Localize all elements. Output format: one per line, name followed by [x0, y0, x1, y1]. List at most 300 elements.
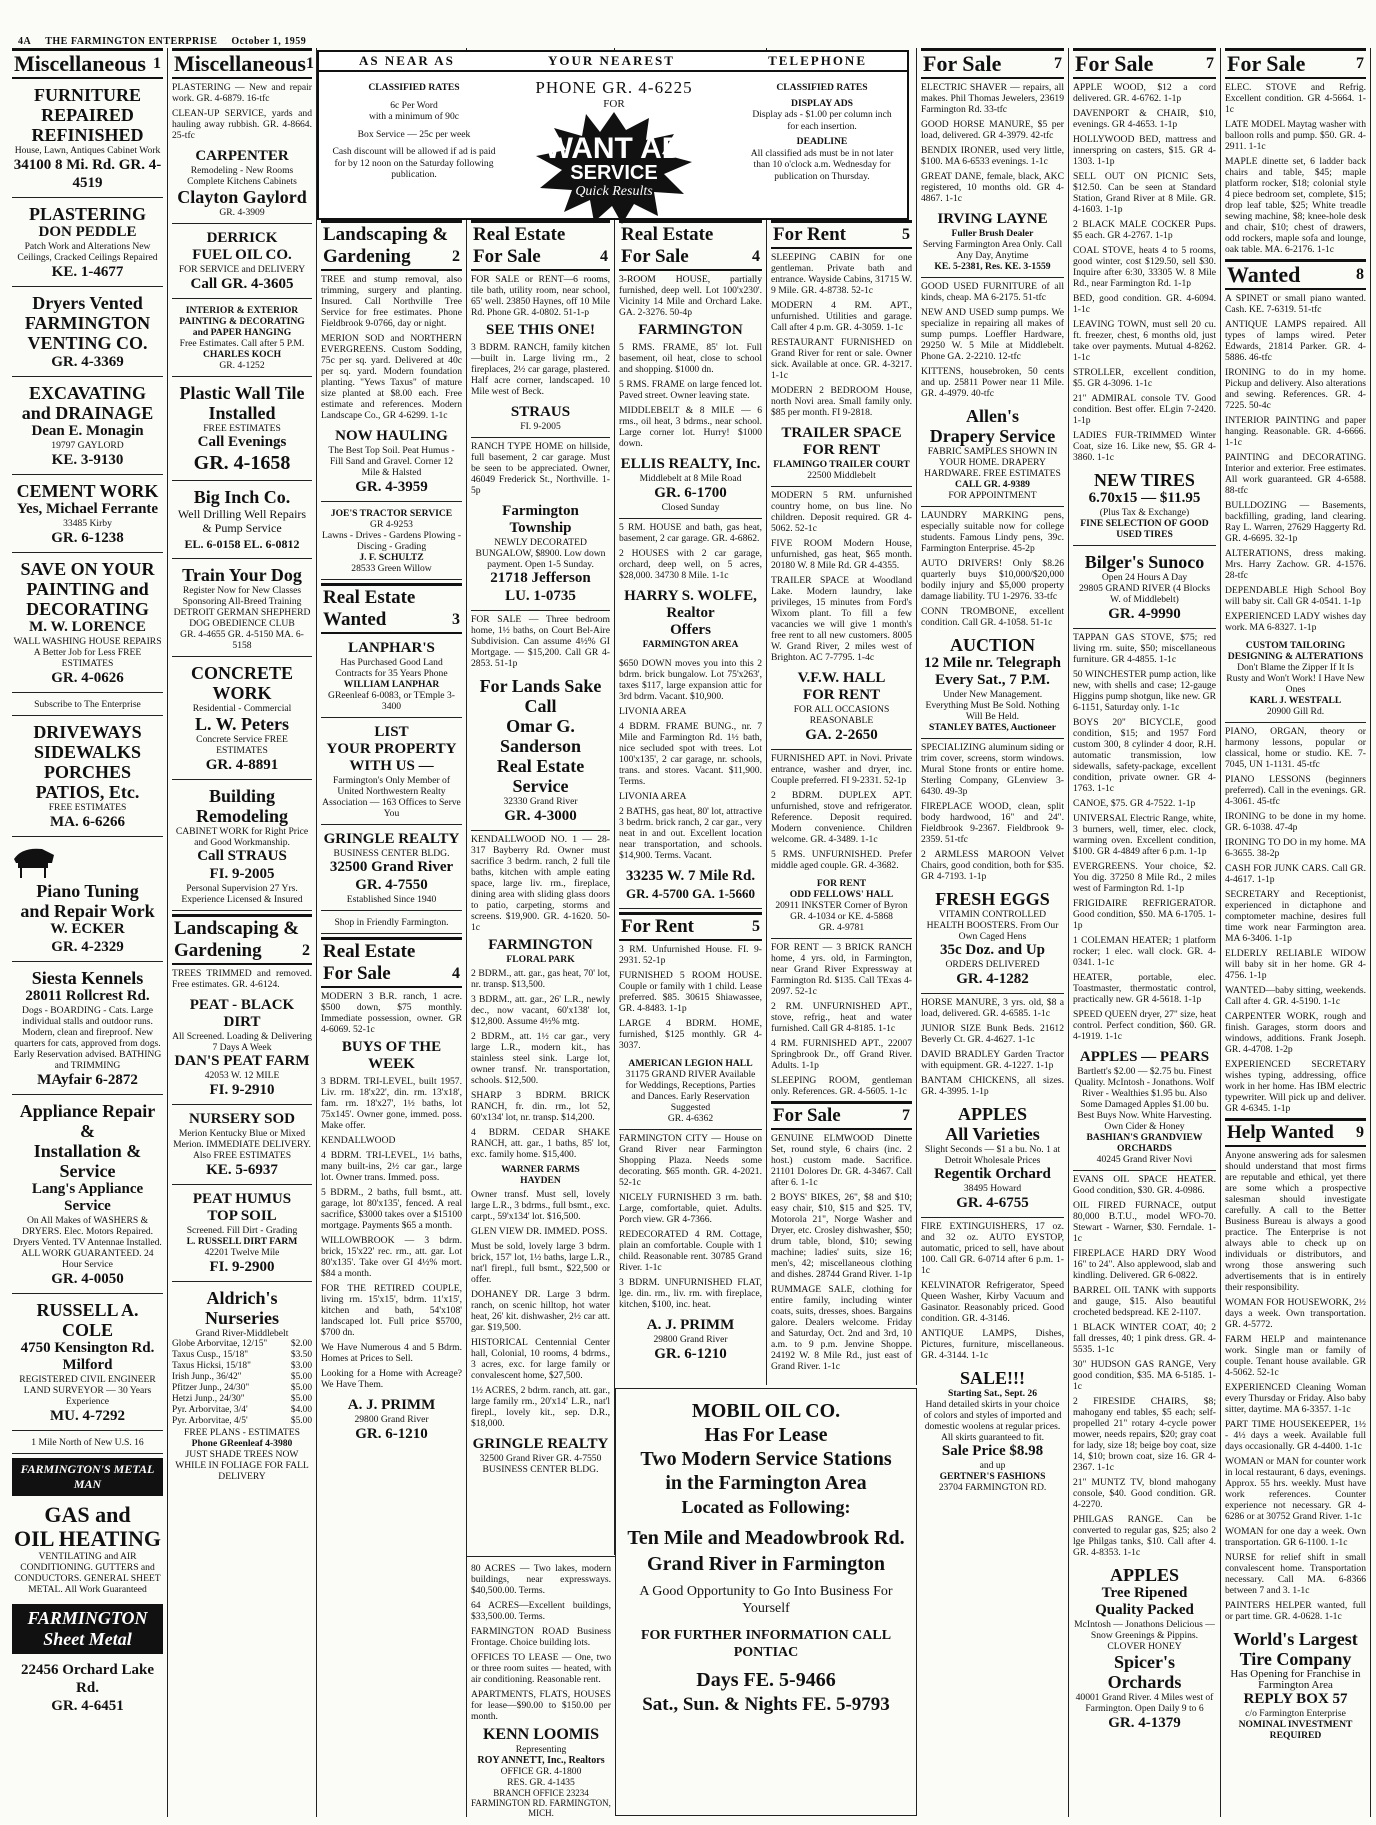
vfw-ad: V.F.W. HALL FOR RENT FOR ALL OCCASIONS REASONABLE GA. 2-2650 [771, 667, 912, 750]
classified-ad: OFFICES TO LEASE — One, two or three room suites — heated, with air conditioning. Reasonable rent. [471, 1652, 611, 1685]
classified-ad: FOR SALE or RENT—6 rooms, tile bath, utility room, near school, 65' well. 23850 Haynes, off 10 Mile Rd. Phone GR. 4-0802. 51-1-p [471, 274, 610, 318]
section-header: Help Wanted 9 [1225, 1118, 1366, 1147]
section-header: Real Estate For Sale 4 [321, 937, 462, 988]
listing-group [471, 968, 610, 1160]
classified-ad: DAVID BRADLEY Garden Tractor with equipment. GR. 4-1227. 1-1p [921, 1049, 1064, 1071]
classified-ad: MIDDLEBELT & 8 MILE — 6 rms., oil heat, 3 bdrms., near school. Large corner lot. Hurry! $1000 down. [619, 405, 762, 449]
price-item: Pyr. Arborvitae, 4/5' [172, 1416, 248, 1426]
ad-t1: FURNITURE REPAIRED [33, 85, 141, 125]
classified-ad: NEW AND USED sump pumps. We specialize in repairing all makes of sump pumps. Loeffler Hardware, 29250 W. 5 Mile at Middlebelt. Phone GA. 2-2210. 12-tfc [921, 307, 1064, 362]
classified-ad: 2 BLACK MALE COCKER Pups. $5 each. GR 4-2767. 1-1p [1073, 219, 1216, 241]
ad-t2: Installation & Service [33, 1141, 142, 1181]
classified-ad: RANCH TYPE HOME on hillside, full basement, 2 car garage. Must be seen to be appreciated. Owner, 46049 Frederick St., Northville. 1-5p [471, 441, 610, 496]
listing-group [471, 1189, 610, 1429]
classified-ad: 2 BDRM., att. gar., gas heat, 70' lot, nr. transp. $13,500. [471, 968, 610, 990]
classified-ad: BANTAM CHICKENS, all sizes. GR. 4-3995. 1-1p [921, 1075, 1064, 1097]
classified-ad: 3 RM. Unfurnished House. FI. 9-2931. 52-1p [619, 944, 762, 966]
price-value: $5.00 [290, 1416, 312, 1426]
gringle-realty-ad: GRINGLE REALTY 32500 Grand River GR. 4-7550 BUSINESS CENTER BLDG. [472, 1436, 609, 1475]
classified-ad: 3 BDRM., att. gar., 26' L.R., newly dec., now vacant, 60'x138' lot, $12,800. Assume 4½% mtg. [471, 994, 610, 1027]
classified-ad: DOHANEY DR. Large 3 bdrm. ranch, on scenic hilltop, hot water heat, 26' kit. dishwasher, 2½ car att. gar. $19,500. [471, 1289, 610, 1333]
legion-ad: AMERICAN LEGION HALL 31175 GRAND RIVER Available for Weddings, Receptions, Parties and Dances. Early Reservation Suggested GR. 4-6362 [619, 1055, 762, 1130]
classified-ad: 2 FIRESIDE CHAIRS, $8; mahogany end tables, $5 each; self-propelled 21" rotary 4-cycle power mower, needs repairs, $20; gray coat for lady, size 18; beige boy coat, size 14, $10; brown coat, size 16. GR 4-2367. 1-1c [1073, 1396, 1216, 1473]
concrete-ad: CONCRETE WORK Residential - Commercial L. W. Peters Concrete Service FREE ESTIMATES GR. 4-8891 [172, 660, 312, 780]
classified-ad: ALTERATIONS, dress making. Mrs. Harry Zachow. GR. 4-1576. 28-tfc [1225, 548, 1366, 581]
ad-t2: SIDEWALKS PORCHES PATIOS, Etc. [33, 742, 142, 802]
price-row [172, 1372, 312, 1383]
classified-ad: FARMINGTON CITY — House on Grand River near Farmington Shopping Plaza. Needs some decorating. $65 month. GR. 4-2021. 52-1c [619, 1133, 762, 1188]
listing-group [771, 753, 912, 871]
classified-ad: 4 RM. FURNISHED APT., 22007 Springbrook Dr., off Grand River. Adults. 1-1p [771, 1038, 912, 1071]
ad-s: WALL WASHING HOUSE REPAIRS A Better Job for Less FREE ESTIMATES [13, 636, 162, 669]
listing-group [619, 1133, 762, 1273]
listing-group [921, 997, 1064, 1097]
big-inch-ad: Big Inch Co. Well Drilling Well Repairs & Pump Service EL. 6-0158 EL. 6-0812 [172, 484, 312, 559]
ad-phone: MAyfair 6-2872 [37, 1072, 138, 1088]
ad-t2: REFINISHED [31, 125, 144, 145]
primm-ad: A. J. PRIMM 29800 Grand River GR. 6-1210 [347, 1397, 436, 1442]
classified-ad: 5 RM. HOUSE and bath, gas heat, basement, 2 car garage. GR. 4-6862. [619, 522, 762, 544]
buys-header: BUYS OF THE WEEK [341, 1039, 442, 1072]
classified-ad: FARMINGTON ROAD Business Frontage. Choice building lots. [471, 1626, 611, 1648]
price-value: $5.00 [290, 1394, 312, 1404]
classified-ad: BOYS 20" BICYCLE, good condition, $15; and 1957 Ford custom 300, 8 cylinder 4 door, R.H. automatic transmission, low sidewalls, safety-package, excellent condition, private owner. GR 4-1763. 1-1c [1073, 717, 1216, 794]
sanderson-ad: For Lands Sake Call Omar G. Sanderson Real Estate Service 32330 Grand River GR. 4-3000 [471, 673, 610, 831]
classified-ad: GLEN VIEW DR. IMMED. POSS. [471, 1226, 608, 1237]
classified-ad: FRIGIDAIRE REFRIGERATOR. Good condition, $50. MA 6-1705. 1-1p [1073, 898, 1216, 931]
classified-ad: COAL STOVE, heats 4 to 5 rooms, good winter, cost $129.50, sell $30. Inquire after 6:30, 33305 W. 8 Mile Rd., near Farmington Rd. 1-1p [1073, 245, 1216, 289]
column-7 [917, 48, 1069, 1817]
sheet-metal-logo: FARMINGTON Sheet Metal [12, 1604, 163, 1654]
ad-s: Dogs - BOARDING - Cats. Large individual stalls and outdoor runs. Modern, clean and fireproof. New quarters for cats, approved from dogs. Early Reservation advised. BATHING and TRIMMING [13, 1005, 162, 1071]
train-dog-ad: Train Your Dog Register Now for New Classes Sponsoring All-Breed Training DETROIT GERMAN SHEPHERD DOG OBEDIENCE CLUB GR. 4-4655 GR. 4-5150 MA. 6-5158 [172, 562, 312, 657]
gringle-ad: GRINGLE REALTY BUSINESS CENTER BLDG. 32500 Grand River GR. 4-7550 Established Since 1940 [321, 828, 462, 911]
display-ad [12, 1434, 163, 1454]
classified-ad: EVANS OIL SPACE HEATER. Good condition, $30. GR. 4-0986. [1073, 1174, 1216, 1196]
classified-ad: EXPERIENCED SECRETARY wishes typing, addressing, office work in her home. Has IBM electric typewriter. Will pick up and deliver. GR 4-6345. 1-1p [1225, 1059, 1366, 1114]
price-item: Pfitzer Junp., 24/30" [172, 1383, 250, 1393]
price-item: Taxus Hicksi, 15/18" [172, 1361, 251, 1371]
farmington-head: FARMINGTON FLORAL PARK [488, 937, 593, 965]
classified-ad: PIANO LESSONS (beginners preferred). Call in the evenings. GR. 4-3061. 45-tfc [1225, 774, 1366, 807]
classified-ad: 5 BDRM., 2 baths, full bsmt., att. garage, lot 80'x135', fenced. A real sacrifice, $3000 takes over a $15100 mortgage. Payments $65 a month. [321, 1187, 462, 1231]
eggs-ad: FRESH EGGS VITAMIN CONTROLLED HEALTH BOOSTERS. From Our Own Caged Hens 35c Doz. and Up ORDERS DELIVERED GR. 4-1282 [921, 886, 1064, 994]
banner-strip: AS NEAR AS YOUR NEAREST TELEPHONE [319, 52, 907, 72]
column-6 [767, 48, 917, 1385]
classified-ad: BULLDOZING — Basements, backfilling, grading, land clearing. Ray L. Warren, 27629 Haggerty Rd. GR. 4-6695. 32-1p [1225, 500, 1366, 544]
price-item: Taxus Cusp., 15/18" [172, 1350, 249, 1360]
classified-ad: BED, good condition. GR. 4-6094. 1-1c [1073, 293, 1216, 315]
price-row [172, 1361, 312, 1372]
price-value: $2.00 [290, 1339, 312, 1349]
ad-t1: Piano Tuning [36, 881, 139, 901]
price-row [172, 1350, 312, 1361]
column-8 [1069, 48, 1221, 1817]
carpenter-ad: CARPENTER Remodeling - New Rooms Complete Kitchens Cabinets Clayton Gaylord GR. 4-3909 [172, 145, 312, 224]
section-header: Miscellaneous 1 [12, 48, 163, 79]
classified-ad: TREES TRIMMED and removed. Free estimates. GR. 4-6124. [172, 968, 312, 990]
classified-ad: 2 ARMLESS MAROON Velvet Chairs, good condition, both for $35. GR 4-7193. 1-1p [921, 849, 1064, 882]
classified-ad: WANTED—baby sitting, weekends. Call after 4. GR. 4-5190. 1-1c [1225, 985, 1366, 1007]
display-ad [12, 1297, 163, 1431]
classified-ad: CANOE, $75. GR 4-7522. 1-1p [1073, 798, 1196, 809]
primm-ad: A. J. PRIMM 29800 Grand River GR. 6-1210 [646, 1317, 735, 1362]
price-value: $3.50 [290, 1350, 312, 1360]
column-9 [1221, 48, 1371, 1817]
classified-ad: APARTMENTS, FLATS, HOUSES for lease—$90.00 to $150.00 per month. [471, 1689, 611, 1722]
classified-ad: MODERN 3 B.R. ranch, 1 acre. $500 down, $75 monthly. Immediate possession, owner. GR 4-6069. 52-1c [321, 991, 462, 1035]
listing-group [921, 281, 1064, 399]
section-header: Real Estate For Sale 4 [619, 220, 762, 271]
classified-ad: ELDERLY RELIABLE WIDOW will baby sit in her home. GR 4-4756. 1-1p [1225, 948, 1366, 981]
starburst-icon: WANT AD SERVICE Quick Results [534, 112, 694, 224]
listing-group [771, 252, 912, 418]
price-value: $4.00 [290, 1405, 312, 1415]
classified-ad: PHILGAS RANGE. Can be converted to regular gas, $25; also 2 lge Philgas tanks, $10. Call after 4. GR. 4-8353. 1-1c [1073, 1514, 1216, 1558]
sale-ad: SALE!!! Starting Sat., Sept. 26 Hand detailed skirts in your choice of colors and styles of imported and domestic woolens at regular prices. All skirts guaranteed to fit. Sale Price $8.98 and up GERTNER'S FASHIONS 23704 FARMINGTON RD. [923, 1368, 1062, 1493]
classified-ad: FOR RENT — 3 BRICK RANCH home, 4 yrs. old, in Farmington, near Grand River Expressway at Farmington Rd. $135. Call TExas 4-2097. 52-1c [771, 942, 912, 997]
shop-note: Shop in Friendly Farmington. [321, 914, 462, 934]
listing-group [921, 510, 1064, 628]
classified-ad: 80 ACRES — Two lakes, modern buildings, near expressways. $40,500.00. Terms. [471, 1563, 611, 1596]
section-header: Real Estate For Sale 4 [471, 220, 610, 271]
classified-ad: UNIVERSAL Electric Range, white, 3 burners, well, timer, elec. clock, warming oven. Excellent condition, $100. GR 4-4849 after 6 p.m. 1-1p [1073, 813, 1216, 857]
list-property-ad: LIST YOUR PROPERTY WITH US — Farmington's Only Member of United Northwestern Realty Association — 163 Offices to Serve You [321, 721, 462, 825]
plastic-tile-ad: Plastic Wall Tile Installed FREE ESTIMATES Call Evenings GR. 4-1658 [172, 380, 312, 481]
classified-ad: SECRETARY and Receptionist, experienced in dictaphone and comptometer machine, desires full time work near Farmington area. MA 6-3406. 1-1p [1225, 889, 1366, 944]
ad-s: Subscribe to The Enterprise [34, 699, 141, 710]
lanphar-ad: LANPHAR'S Has Purchased Good Land Contracts for 35 Years Phone WILLIAM LANPHAR GReenleaf 6-0083, or TEmple 3-3400 [321, 637, 462, 718]
ad-s: On All Makes of WASHERS & DRYERS. Elec. Motors Repaired. Dryers Vented. TV Antennae Installed. ALL WORK GUARANTEED. 24 Hour Service [13, 1215, 162, 1270]
sunoco-ad: Bilger's Sunoco Open 24 Hours A Day 29805 GRAND RIVER (4 Blocks W. of Middlebelt) GR. 4-9990 [1073, 549, 1216, 629]
listing-group [921, 82, 1064, 204]
price-item: Irish Junp., 36/42" [172, 1372, 242, 1382]
classified-ad: HOLLYWOOD BED, mattress and innerspring on casters, $15. GR 4-1303. 1-1p [1073, 134, 1216, 167]
ad-phone: MA. 6-6266 [50, 814, 125, 830]
ad-s: REGISTERED CIVIL ENGINEER LAND SURVEYOR — 30 Years Experience [19, 1374, 156, 1407]
display-ad [12, 556, 163, 693]
derrick-ad: DERRICK FUEL OIL CO. FOR SERVICE and DELIVERY Call GR. 4-3605 [172, 227, 312, 299]
classified-ad: PLASTERING — New and repair work. GR. 4-6879. 16-tfc [172, 82, 312, 104]
classified-ad: HISTORICAL Centennial Center hall, Colonial, 10 rooms, 4 bdrms., 3 acres, exc. for large family or convalescent home, $27,500. [471, 1337, 610, 1381]
want-ad-logo: PHONE GR. 4-6225 FOR WANT AD SERVICE Quick Results [519, 78, 709, 224]
section-header: For Sale 7 [921, 48, 1064, 79]
section-header: Wanted 8 [1225, 259, 1366, 290]
paper-title: THE FARMINGTON ENTERPRISE [45, 36, 218, 47]
price-row [172, 1416, 312, 1427]
classified-ad: 5 RMS. UNFURNISHED. Prefer middle aged couple. GR. 4-3682. [771, 849, 912, 871]
sheet-metal-address: 22456 Orchard Lake Rd. GR. 4-6451 [20, 1662, 155, 1714]
wolfe-address: 33235 W. 7 Mile Rd. GR. 4-5700 GA. 1-5660 [619, 865, 762, 909]
display-ad [12, 840, 163, 962]
display-ad [12, 82, 163, 198]
tailoring-ad: CUSTOM TAILORING DESIGNING & ALTERATIONS Don't Blame the Zipper If It Is Rusty and Won't Work! I Have New Ones KARL J. WESTFALL 20900 Gill Rd. [1225, 637, 1366, 723]
classified-ad: BENDIX IRONER, used very little, $100. MA 6-6533 evenings. 1-1c [921, 145, 1064, 167]
classified-ad: LIVONIA AREA [619, 791, 687, 802]
classified-ad: 4 BDRM. TRI-LEVEL, 1½ baths, many built-ins, 2½ car gar., large lot. Owner trans. Immed. poss. [321, 1150, 462, 1183]
ad-phone: KE. 3-9130 [51, 452, 124, 468]
classified-ad: IRONING TO DO in my home. MA 6-3655. 38-2p [1225, 837, 1366, 859]
listing-group [1225, 1150, 1366, 1622]
classified-ad: DAVENPORT & CHAIR, $10, evenings. GR 4-4653. 1-1p [1073, 108, 1216, 130]
classified-ad: FIVE ROOM Modern House, unfurnished, gas heat, $65 month. 20180 W. 8 Mile Rd. GR 4-4355. [771, 538, 912, 571]
classified-ad: 2 BDRM. DUPLEX APT. unfurnished, stove and refrigerator. Reference. Deposit required. Modern convenience. Children welcome. GR. 4-3489. 1-1c [771, 790, 912, 845]
interior-ad: INTERIOR & EXTERIOR PAINTING & DECORATING and PAPER HANGING Free Estimates. Call after 5 P.M. CHARLES KOCH GR. 4-1252 [172, 302, 312, 377]
listing-group [1225, 726, 1366, 1114]
classified-ad: LIVONIA AREA [619, 706, 687, 717]
issue-date: October 1, 1959 [231, 36, 307, 47]
classified-ad: FOR SALE — Three bedroom home, 1½ baths, on Court Bel-Aire Subdivision. Can assume 4½% GI Mortgage. — $15,200. Call GR 4-2853. 51-1p [471, 614, 610, 669]
listing-group [771, 490, 912, 663]
price-value: $5.00 [290, 1372, 312, 1382]
ad-name: Lang's Appliance Service [31, 1181, 144, 1214]
classified-ad: AUTO DRIVERS! Only $8.26 quarterly buys $10,000/$20,000 bodily injury and $5,000 property damage liability. TU 1-2976. 33-tfc [921, 558, 1064, 602]
classified-ad: SLEEPING ROOM, gentleman only. References. GR. 4-5605. 1-1c [771, 1075, 912, 1097]
listing-group [1225, 82, 1366, 255]
metal-man-banner: FARMINGTON'S METAL MAN [12, 1458, 163, 1496]
section-header: For Sale 7 [1073, 48, 1216, 79]
classified-ad: 64 ACRES—Excellent buildings, $33,500.00. Terms. [471, 1600, 611, 1622]
hauling-ad: NOW HAULING The Best Top Soil. Peat Humus - Fill Sand and Gravel. Corner 12 Mile & Halsted GR. 4-3959 [321, 425, 462, 502]
classified-ad: MODERN 4 RM. APT., unfurnished. Utilities and garage. Call after 4 p.m. GR. 4-3059. 1-1c [771, 300, 912, 333]
ad-s: 1 Mile North of New U.S. 16 [31, 1437, 144, 1448]
classified-ad: FIREPLACE WOOD, clean, split body hardwood, 16" and 24". Fieldbrook 9-2367. Fieldbrook 9-2359. 51-tfc [921, 801, 1064, 845]
section-header: For Sale 7 [1225, 48, 1366, 79]
classified-ad: A SPINET or small piano wanted. Cash. KE. 7-6319. 51-tfc [1225, 293, 1366, 315]
section-header: Landscaping & Gardening 2 [321, 220, 462, 271]
classified-ad: LEAVING TOWN, must sell 20 cu. ft. freezer, chest, 6 months old, just take over payments. Mutual 4-8262. 1-1c [1073, 319, 1216, 363]
classified-ad: MAPLE dinette set, 6 ladder back chairs and table, $45; maple platform rocker, $18; colonial style 4 piece bedroom set, complete, $15; drop leaf table, $25; White treadle sewing machine, $8; knee-hole desk and chair, $10; chest of drawers, odd rockers, maple sofa and lounge, oak table. MA. 6-2176. 1-1c [1225, 156, 1366, 255]
peat-ad: PEAT - BLACK DIRT All Screened. Loading & Delivering 7 Days A Week DAN'S PEAT FARM 42053 W. 12 MILE FI. 9-2910 [172, 994, 312, 1105]
section-header: For Sale 7 [771, 1101, 912, 1130]
classified-ad: INTERIOR PAINTING and paper hanging. Reasonable. GR. 4-6666. 1-1c [1225, 415, 1366, 448]
classified-ad: 3-ROOM HOUSE, partially furnished, deep well. Lot 100'x230'. Vicinity 14 Mile and Orchard Lake. GA. 2-3276. 50-4p [619, 274, 762, 318]
classified-ad: KENDALLWOOD [321, 1135, 396, 1146]
aldrich-ad: Aldrich's Nurseries Grand River-Middlebelt Globe Arborvitae, 12/15" $2.00 Taxus Cusp., 15/18" $3.50 Taxus Hicksi, 15/18" $3.00 Irish Junp., 36/42" $5.00 Pfitzer Junp., 24/30" $5.00 Hetzi Junp., 24/30" $5.00 Pyr. Arborvitae, 3/4' $4.00 Pyr. Arborvitae, 4/5' $5.00 FREE PLANS - ESTIMATES Phone GReenleaf 4-3980 JUST SHADE TREES NOW WHILE IN FOLIAGE FOR FALL DELIVERY [172, 1288, 312, 1482]
rates-right: CLASSIFIED RATES DISPLAY ADS Display ads - $1.00 per column inch for each insertion. DEADLINE All classified ads must be in not later than 10 o'clock a.m. Wednesday for publication on Thursday. [750, 82, 894, 182]
ad-t1: EXCAVATING [28, 383, 147, 403]
price-row [172, 1383, 312, 1394]
column-1 [8, 48, 168, 1817]
classified-ad: ANTIQUE LAMPS, Dishes, Pictures, furniture, miscellaneous. GR. 4-3144. 1-1c [921, 1328, 1064, 1361]
odd-fellows-ad: FOR RENT ODD FELLOWS' HALL 20911 INKSTER Corner of Byron GR. 4-1034 or KE. 4-5868 GR. 4-9781 [771, 875, 912, 939]
classified-ad: 3 BDRM. TRI-LEVEL, built 1957. Liv. rm. 18'x22', din. rm. 13'x18', fam. rm. 18'x27', 1½ baths, lot 75x145'. Owner gone, immed. poss. Make offer. [321, 1076, 462, 1131]
classified-ad: LAUNDRY MARKING pens, especially suitable now for college students. Famous Lindy pens, 39c. Farmington Enterprise. 45-2p [921, 510, 1064, 554]
column-3 [317, 48, 467, 1817]
ad-name: Yes, Michael Ferrante [16, 501, 159, 517]
layne-ad: IRVING LAYNE Fuller Brush Dealer Serving Farmington Area Only. Call Any Day, Anytime KE. 5-2381, Res. KE. 3-1559 [921, 208, 1064, 278]
classified-ad: WOMAN FOR HOUSEWORK, 2½ days a week. Own transportation. GR. 4-5772. [1225, 1297, 1366, 1330]
classified-ad: OIL FIRED FURNACE, output 80,000 B.T.U., model WFO-70. Stewart - Warner, $30. Ferndale. 1-1c [1073, 1200, 1216, 1244]
classified-ad: GOOD USED FURNITURE of all kinds, cheap. MA 6-2175. 51-tfc [921, 281, 1064, 303]
classified-ad: 5 RMS. FRAME on large fenced lot. Paved street. Owner leaving state. [619, 379, 762, 401]
spicer-ad: APPLES Tree Ripened Quality Packed McIntosh — Jonathons Delicious — Snow Greenings & Pippins. CLOVER HONEY Spicer's Orchards 40001 Grand River. 4 Miles west of Farmington. Open Daily 9 to 6 GR. 4-1379 [1074, 1565, 1215, 1731]
bashian-ad: APPLES — PEARS Bartlett's $2.00 — $2.75 bu. Finest Quality. McIntosh - Jonathons. Wolf River - Wealthies $1.95 bu. Also Some Damaged Apples $1.00 bu. Best Buys Now. White Harvesting. Own Cider & Honey BASHIAN'S GRANDVIEW ORCHARDS 40245 Grand River Novi [1073, 1046, 1216, 1171]
classified-ad: Looking for a Home with Acreage? We Have Them. [321, 1368, 462, 1390]
classified-ad: 2 BATHS, gas heat, 80' lot, attractive 3 bedrm. brick ranch, 2 car gar., very neat in and out. Excellent location near transportation, and schools. $14,900. Terms. Vacant. [619, 806, 762, 861]
classified-ad: 50 WINCHESTER pump action, like new, with shells and case; 12-gauge Higgins pump shotgun, like new. GR 6-1151, Saturday only. 1-1c [1073, 669, 1216, 713]
ellis-ad: ELLIS REALTY, Inc. Middlebelt at 8 Mile Road GR. 6-1700 Closed Sunday [619, 453, 762, 519]
ad-name: 4750 Kensington Rd. Milford [20, 1340, 155, 1373]
classified-ad: 21" MUNTZ TV, blond mahogany console, $40. Good condition. GR. 4-2270. [1073, 1477, 1216, 1510]
price-item: Pyr. Arborvitae, 3/4' [172, 1405, 248, 1415]
classified-ad: We Have Numerous 4 and 5 Bdrm. Homes at Prices to Sell. [321, 1342, 462, 1364]
ad-t1: PLASTERING [28, 204, 147, 224]
classified-ad: BARREL OIL TANK with supports and gauge, $15. Also beautiful crocheted bedspread. KE 2-1107. [1073, 1285, 1216, 1318]
straus-ad: STRAUS FI. 9-2005 [471, 401, 610, 438]
drapery-ad: Allen's Drapery Service FABRIC SAMPLES SHOWN IN YOUR HOME. DRAPERY HARDWARE. FREE ESTIMATES CALL GR. 4-9389 FOR APPOINTMENT [921, 403, 1064, 507]
classified-ad: NURSE for relief shift in small convalescent home. Transportation necessary. Call MA. 6-8366 between 7 and 3. 1-1c [1225, 1552, 1366, 1596]
wolfe-ad: HARRY S. WOLFE, Realtor Offers FARMINGTON AREA [624, 588, 757, 650]
col1-ads [12, 82, 163, 1454]
listing-group [619, 658, 762, 861]
banner-phone: PHONE GR. 4-6225 [535, 78, 693, 97]
section-header: For Rent 5 [771, 220, 912, 249]
humus-ad: PEAT HUMUS TOP SOIL Screened. Fill Dirt - Grading L. RUSSELL DIRT FARM 42201 Twelve Mile FI. 9-2900 [172, 1188, 312, 1282]
ad-t1: SAVE ON YOUR PAINTING and DECORATING [20, 559, 155, 619]
classified-ad: CONN TROMBONE, excellent condition. Call GR. 4-1058. 51-1c [921, 606, 1064, 628]
listing-group [771, 942, 912, 1097]
classified-ad: MODERN 2 BEDROOM House, north Novi area. Small family only. $85 per month. FI 9-2818. [771, 385, 912, 418]
section-header: Miscellaneous 1 [172, 48, 312, 79]
ad-t1: CEMENT WORK [16, 481, 159, 501]
ad-name: M. W. LORENCE [29, 619, 146, 635]
ad-t2: FARMINGTON VENTING CO. [24, 313, 151, 353]
display-ad [12, 719, 163, 837]
ad-s: House, Lawn, Antiques Cabinet Work [14, 145, 161, 156]
classified-ad: PART TIME HOUSEKEEPER, 1½ - 4½ days a week. Available full days occasionally. GR 4-4400. 1-1c [1225, 1419, 1366, 1452]
classified-ad: NICELY FURNISHED 3 rm. bath. Large, comfortable, quiet. Adults. Porch view. GR 4-7366. [619, 1192, 762, 1225]
price-value: $3.00 [290, 1361, 312, 1371]
want-ad-banner [317, 50, 909, 220]
ad-t1: Appliance Repair & [19, 1101, 156, 1141]
listing-group [921, 1221, 1064, 1361]
classified-ad: ANTIQUE LAMPS repaired. All types of lamps wired. Peter Edwards, 21814 Parker. GR. 4-5886. 46-tfc [1225, 319, 1366, 363]
classified-ad: REDECORATED 4 RM. Cottage, plain an comfortable. Couple with 1 child. Reasonable rent. 30785 Grand River. 1-1c [619, 1229, 762, 1273]
classified-ad: STROLLER, excellent condition, $5. GR 4-3096. 1-1c [1073, 367, 1216, 389]
classified-ad: 2 BDRM., att. 1½ car gar., very large L.R., modern kit., has stainless steel sink. Large lot, owner transf. Nr. transportation, schools. $12,500. [471, 1031, 610, 1086]
classified-ad: 3 BDRM. UNFURNISHED FLAT, lge. din. rm., liv. rm. with fireplace, kitchen, $100, inc. heat. [619, 1277, 762, 1310]
display-ad [12, 696, 163, 716]
classified-ad: 2 RM. UNFURNISHED APT., stove, refrig., heat and water furnished. Call GR 4-8185. 1-1c [771, 1001, 912, 1034]
page-number: 4A [18, 36, 32, 47]
listing-group [1225, 293, 1366, 633]
listing-group [1073, 82, 1216, 463]
price-value: $5.00 [290, 1383, 312, 1393]
classified-ad: FURNISHED APT. in Novi. Private entrance, washer and dryer, inc. Couple preferred. FI 9-2331. 52-1p [771, 753, 912, 786]
classified-ad: 3 BDRM. RANCH, family kitchen—built in. Large living rm., 2 fireplaces, 2½ car garage, plastered. Half acre corner, landscaped. 10 Mile west of Beck. [471, 342, 610, 397]
ad-s: 19797 GAYLORD [51, 440, 124, 451]
ad-s: Patch Work and Alterations New Ceilings, Cracked Ceilings Repaired [17, 241, 158, 263]
classified-ad: LADIES FUR-TRIMMED Winter Coat, size 16. Like new, $5. GR 4-3860. 1-1c [1073, 430, 1216, 463]
warner-head: WARNER FARMS HAYDEN [501, 1164, 580, 1186]
classified-ad: 4 BDRM. FRAME BUNG., nr. 7 Mile and Farmington Rd. 1½ bath, nice secluded spot with trees. Lot 100'x135', 2 car garage, nr. schools, trans. and stores. Vacant. $11,900. Terms. [619, 721, 762, 787]
rates-left: CLASSIFIED RATES 6c Per Word with a minimum of 90c Box Service — 25c per week Cash discount will be allowed if ad is paid for by 12 noon on the Saturday following publication. [332, 82, 496, 180]
classified-ad: RESTAURANT FURNISHED on Grand River for rent or sale. Owner sick. Available at once. GR. 4-3217. 1-1c [771, 337, 912, 381]
ad-s: 33485 Kirby [63, 518, 112, 529]
classified-ad: GREAT DANE, female, black, AKC registered, 10 months old. GR 4-4867. 1-1c [921, 171, 1064, 204]
classified-ad: RUMMAGE SALE, clothing for entire family, including winter coats, suits, dresses, shoes. Bargains galore. Dealers welcome. Friday and Saturday, Oct. 2nd and 3rd, 10 a.m. to 9 p.m. Jenvine Shoppe. 24192 W. 8 Mile Rd., just east of Grand River. 1-1c [771, 1284, 912, 1372]
classified-ad: ELECTRIC SHAVER — repairs, all makes. Phil Thomas Jewelers, 23619 Farmington Rd. 33-tfc [921, 82, 1064, 115]
classified-ad: KELVINATOR Refrigerator, Speed Queen Washer, Kirby Vacuum and Gasinator. Reasonably priced. Good condition. GR. 4-3146. [921, 1280, 1064, 1324]
classified-ad: ELEC. STOVE and Refrig. Excellent condition. GR 4-5664. 1-1c [1225, 82, 1366, 115]
classified-ad: TREE and stump removal, also trimming, surgery and planting. Insured. Call Northville Tree Service for free estimates. Phone Fieldbrook 9-0766, day or night. [321, 274, 462, 329]
classified-ad: TAPPAN GAS STOVE, $75; red living rm. suite, $50; miscellaneous furniture. GR 4-4855. 1-1c [1073, 632, 1216, 665]
classified-ad: WOMAN for one day a week. Own transportation. GR 6-1100. 1-1c [1225, 1526, 1366, 1548]
price-row [172, 1394, 312, 1405]
classified-ad: DEPENDABLE High School Boy will baby sit. Call GR 4-0541. 1-1p [1225, 585, 1366, 607]
classified-ad: 5 RMS. FRAME, 85' lot. Full basement, oil heat, close to school and shopping. $1000 dn. [619, 342, 762, 375]
column-5 [615, 48, 767, 1385]
classified-ad: 2 HOUSES with 2 car garage, orchard, deep well, on 5 acres, $28,000. 34730 8 Mile. 1-1c [619, 548, 762, 581]
classified-ad: APPLE WOOD, $12 a cord delivered. GR. 4-6762. 1-1p [1073, 82, 1216, 104]
ad-name: DON PEDDLE [38, 224, 137, 240]
classified-ad: SELL OUT ON PICNIC Sets, $12.50. Can be seen at Standard Station, Grand River at 8 Mile. GR. 4-1603. 1-1p [1073, 171, 1216, 215]
listing-group [921, 742, 1064, 882]
classified-ad: FARM HELP and maintenance work. Single man or family of couple. Tenant house available. GR 4-5062. 52-1c [1225, 1334, 1366, 1378]
tractor-ad: JOE'S TRACTOR SERVICE GR 4-9253 Lawns - Drives - Gardens Plowing - Discing - Grading J. F. SCHULTZ 28533 Green Willow [321, 505, 462, 580]
ad-t1: Dryers Vented [32, 293, 143, 313]
classified-ad: 2 BOYS' BIKES, 26", $8 and $10; easy chair, $10, $15 and $25. TV, Motorola 21", Norge Washer and Dryer, etc. Crosley dishwasher, $50; drum table, blond, $10; sewing machine; ladies' suits, size 16; men's, 42; miscellaneous clothing and dishes. 28744 Grand River. 1-1p [771, 1192, 912, 1280]
classified-ad: FURNISHED 5 ROOM HOUSE. Couple or family with 1 child. Lease preferred. $85. 30615 Shiawassee, GR. 4-8483. 1-1p [619, 970, 762, 1014]
classified-ad: Owner transf. Must sell, lovely large L.R., 3 bdrms., full bsmt., exc. carpt., 59'x134' lot. $16,500. [471, 1189, 610, 1222]
classified-ad: IRONING to be done in my home. GR. 6-1038. 47-4p [1225, 811, 1366, 833]
price-item: Hetzi Junp., 24/30" [172, 1394, 245, 1404]
ad-phone: KE. 1-4677 [51, 264, 124, 280]
classified-ad: WOMAN or MAN for counter work in local restaurant, 6 days, evenings. Approx. 55 hrs. weekly. Must have work references. Counter experience not necessary. GR 4-6286 or at 30752 Grand River. 1-1c [1225, 1456, 1366, 1522]
classified-ad: EVERGREENS. Your choice, $2. You dig. 37250 8 Mile Rd., 2 miles west of Farmington Rd. 1-1p [1073, 861, 1216, 894]
classified-ad: PIANO, ORGAN, theory or harmony lessons, popular or classical, home or studio. KE. 7-7045, UN 1-1131. 45-tfc [1225, 726, 1366, 770]
ad-name: W. ECKER [50, 921, 125, 937]
listing-group [1073, 632, 1216, 1042]
classified-ad: SPEED QUEEN dryer, 27" size, heat control. Perfect condition, $60. GR. 4-1919. 1-1c [1073, 1009, 1216, 1042]
see-this-one: SEE THIS ONE! [486, 322, 595, 338]
ad-phone: MU. 4-7292 [50, 1408, 125, 1424]
display-ad [12, 1098, 163, 1294]
classified-ad: WILLOWBROOK — 3 bdrm. brick, 15'x22' rec. rm., att. gar. Lot 80'x135'. Take over GI 4½% mort. $84 a month. [321, 1235, 462, 1279]
classified-ad: 4 BDRM. CEDAR SHAKE RANCH, att. gar., 1 baths, 85' lot, exc. family home. $15,400. [471, 1127, 610, 1160]
listing-group [619, 342, 762, 449]
ad-s: FREE ESTIMATES [48, 802, 127, 813]
classified-ad: IRONING to do in my home. Pickup and delivery. Also alterations and sewing. References. GR. 4-7225. 50-4c [1225, 367, 1366, 411]
display-ad [12, 478, 163, 553]
classified-ad: MERION SOD and NORTHERN EVERGREENS. Custom Sodding, 75c per sq. yard. Delivered at 40c per sq. yard. Modern foundation planting. "Yews Taxus" of mature size planted at $8.00 each. Free estimate and references. Modern Landscape Co., GR 4-6299. 1-1c [321, 333, 462, 421]
classified-ad: 21" ADMIRAL console TV. Good condition. Best offer. ELgin 7-2420. 1-1p [1073, 393, 1216, 426]
classified-ad: PAINTING and DECORATING. Interior and exterior. Free estimates. All work guaranteed. GR 4-6588. 88-tfc [1225, 452, 1366, 496]
ad-phone: 34100 8 Mi. Rd. GR. 4-4519 [13, 157, 162, 191]
classified-ad: 1 COLEMAN HEATER; 1 platform rocker; 1 elec. wall clock. GR. 4-0341. 1-1c [1073, 935, 1216, 968]
gas-heating-ad: GAS and OIL HEATING VENTILATING and AIR CONDITIONING. GUTTERS and CONDUCTORS. GENERAL SHEET METAL. All Work Guaranteed [14, 1502, 161, 1595]
ad-phone: GR. 4-0626 [51, 670, 124, 686]
display-ad [12, 380, 163, 475]
ad-t1: RUSSELL A. COLE [36, 1300, 139, 1340]
classified-ad: TRAILER SPACE at Woodland Lake. Modern laundry, lake privileges, 15 minutes from Ford's Wixom plant. To fill a few vacancies we will give 1 month's free rent to all new customers. 8005 W. Grand River, 2 miles west of Brighton. AC 7-7795. 1-4c [771, 575, 912, 663]
classified-ad: 30" HUDSON GAS RANGE, Very good condition, $35. MA 6-5185. 1-1c [1073, 1359, 1216, 1392]
ad-t2: and Repair Work [20, 901, 155, 921]
section-header: For Rent 5 [619, 912, 762, 941]
column-4 [467, 48, 615, 1555]
classified-ad: FIRE EXTINGUISHERS, 17 oz. and 32 oz. AUTO EYSTOP, automatic, priced to sell, have about 100. Call GR. 6-0714 after 6 p.m. 1-1c [921, 1221, 1064, 1276]
trailer-ad: TRAILER SPACE FOR RENT FLAMINGO TRAILER COURT 22500 Middlebelt [771, 422, 912, 487]
listing-group [471, 1563, 611, 1722]
classified-ad: EXPERIENCED LADY wishes day work. MA 6-8327. 1-1p [1225, 611, 1366, 633]
classified-ad: FIREPLACE HARD DRY Wood 16" to 24". Also applewood, slab and kindling. Delivered. GR 6-0822. [1073, 1248, 1216, 1281]
display-ad [12, 201, 163, 287]
classified-ad: 1½ ACRES, 2 bdrm. ranch, att. gar., large family rm., 20'x14' L.R., nat'l firepl., lovely kit., sep. D.R., $18,000. [471, 1385, 610, 1429]
classified-ad: LATE MODEL Maytag washer with balloon rolls and pump. $50. GR. 4-2911. 1-1c [1225, 119, 1366, 152]
tires-ad: NEW TIRES 6.70x15 — $11.95 (Plus Tax & Exchange) FINE SELECTION OF GOOD USED TIRES [1073, 467, 1216, 546]
classified-ad: HORSE MANURE, 3 yrs. old, $8 a load, delivered. GR. 4-6585. 1-1c [921, 997, 1064, 1019]
